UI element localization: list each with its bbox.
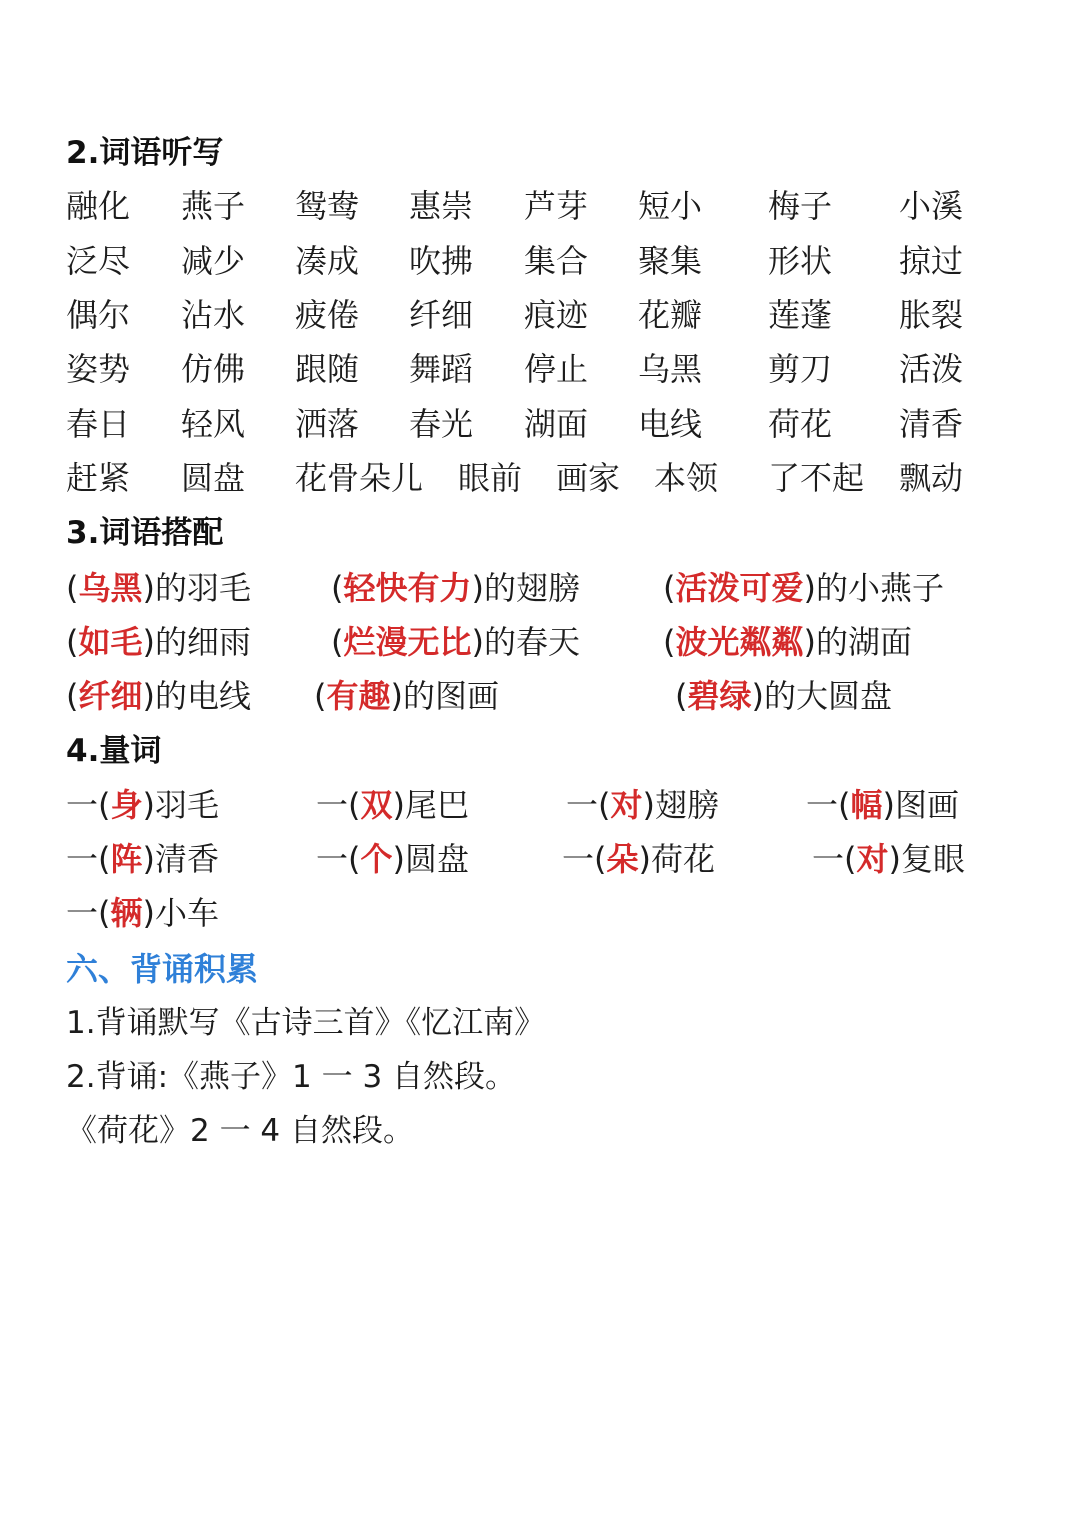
vocab-word: 纤细 xyxy=(409,296,474,334)
measure-suffix: 羽毛 xyxy=(155,786,220,824)
close-paren: ) xyxy=(142,894,155,932)
collocation-suffix: 的湖面 xyxy=(815,623,912,661)
measure-item xyxy=(812,840,966,878)
vocab-word: 形状 xyxy=(768,242,833,280)
open-paren: ( xyxy=(838,786,851,824)
answer-word: 辆 xyxy=(110,894,143,932)
vocab-word: 舞蹈 xyxy=(409,350,474,388)
collocation-suffix: 的春天 xyxy=(483,623,580,661)
close-paren: ) xyxy=(642,786,655,824)
vocab-word: 梅子 xyxy=(768,187,833,225)
vocab-word: 仿佛 xyxy=(181,350,246,388)
vocab-word: 洒落 xyxy=(295,405,360,443)
vocab-word: 轻风 xyxy=(181,405,246,443)
measure-item xyxy=(66,786,220,824)
vocab-word: 赶紧 xyxy=(66,459,131,497)
collocation-suffix: 的大圆盘 xyxy=(763,677,892,715)
open-paren: ( xyxy=(98,894,111,932)
vocab-word: 停止 xyxy=(524,350,589,388)
vocab-word: 沾水 xyxy=(181,296,246,334)
vocab-word: 吹拂 xyxy=(409,242,474,280)
section-4-title: 4.量词 xyxy=(66,733,162,769)
collocation-suffix: 的羽毛 xyxy=(154,569,251,607)
collocation-item xyxy=(663,569,944,607)
close-paren: ) xyxy=(471,569,484,607)
vocab-word: 芦芽 xyxy=(524,187,589,225)
open-paren: ( xyxy=(598,786,611,824)
measure-suffix: 小车 xyxy=(155,894,220,932)
open-paren: ( xyxy=(844,840,857,878)
measure-suffix: 圆盘 xyxy=(405,840,470,878)
measure-prefix: 一 xyxy=(66,894,99,932)
vocab-word: 燕子 xyxy=(181,187,246,225)
measure-item xyxy=(566,786,720,824)
close-paren: ) xyxy=(471,623,484,661)
collocation-suffix: 的电线 xyxy=(154,677,251,715)
close-paren: ) xyxy=(392,840,405,878)
answer-word: 碧绿 xyxy=(687,677,752,715)
collocation-item xyxy=(66,677,251,715)
vocab-word: 莲蓬 xyxy=(768,296,833,334)
measure-prefix: 一 xyxy=(566,786,599,824)
vocab-word: 泛尽 xyxy=(66,242,131,280)
collocation-item xyxy=(663,623,912,661)
answer-word: 朵 xyxy=(606,840,639,878)
answer-word: 纤细 xyxy=(78,677,143,715)
measure-prefix: 一 xyxy=(562,840,595,878)
vocab-word: 荷花 xyxy=(768,405,833,443)
measure-prefix: 一 xyxy=(806,786,839,824)
open-paren: ( xyxy=(66,569,79,607)
vocab-word: 凑成 xyxy=(295,242,360,280)
vocab-word: 花瓣 xyxy=(638,296,703,334)
collocation-suffix: 的小燕子 xyxy=(815,569,944,607)
vocab-word: 春光 xyxy=(409,405,474,443)
close-paren: ) xyxy=(142,569,155,607)
vocab-word: 清香 xyxy=(899,405,964,443)
vocab-word: 眼前 xyxy=(458,459,523,497)
answer-word: 个 xyxy=(360,840,393,878)
answer-word: 阵 xyxy=(110,840,143,878)
vocab-word: 小溪 xyxy=(899,187,964,225)
measure-suffix: 复眼 xyxy=(901,840,966,878)
vocab-word: 疲倦 xyxy=(295,296,360,334)
vocab-word: 姿势 xyxy=(66,350,131,388)
open-paren: ( xyxy=(66,677,79,715)
vocab-word: 春日 xyxy=(66,405,131,443)
measure-prefix: 一 xyxy=(812,840,845,878)
close-paren: ) xyxy=(390,677,403,715)
answer-word: 乌黑 xyxy=(78,569,143,607)
vocab-word: 集合 xyxy=(524,242,589,280)
close-paren: ) xyxy=(882,786,895,824)
vocab-word: 电线 xyxy=(638,405,703,443)
open-paren: ( xyxy=(663,623,676,661)
measure-suffix: 尾巴 xyxy=(405,786,470,824)
measure-item xyxy=(316,840,470,878)
vocab-word: 减少 xyxy=(181,242,246,280)
close-paren: ) xyxy=(888,840,901,878)
answer-word: 对 xyxy=(856,840,889,878)
close-paren: ) xyxy=(638,840,651,878)
answer-word: 幅 xyxy=(850,786,883,824)
section-6-title: 六、背诵积累 xyxy=(66,950,259,988)
vocab-word: 飘动 xyxy=(899,459,964,497)
collocation-item xyxy=(314,677,499,715)
vocab-word: 融化 xyxy=(66,187,131,225)
open-paren: ( xyxy=(675,677,688,715)
close-paren: ) xyxy=(803,569,816,607)
open-paren: ( xyxy=(348,786,361,824)
measure-item xyxy=(316,786,470,824)
measure-item xyxy=(66,894,220,932)
measure-prefix: 一 xyxy=(66,786,99,824)
vocab-word: 痕迹 xyxy=(524,296,589,334)
open-paren: ( xyxy=(98,786,111,824)
vocab-word: 短小 xyxy=(638,187,703,225)
measure-item xyxy=(66,840,220,878)
open-paren: ( xyxy=(314,677,327,715)
collocation-item xyxy=(331,623,580,661)
vocab-word: 花骨朵儿 xyxy=(295,459,424,497)
answer-word: 如毛 xyxy=(78,623,143,661)
open-paren: ( xyxy=(594,840,607,878)
vocab-word: 画家 xyxy=(556,459,621,497)
close-paren: ) xyxy=(751,677,764,715)
open-paren: ( xyxy=(66,623,79,661)
vocab-word: 湖面 xyxy=(524,405,589,443)
measure-suffix: 翅膀 xyxy=(655,786,720,824)
answer-word: 轻快有力 xyxy=(343,569,472,607)
vocab-word: 本领 xyxy=(654,459,719,497)
vocab-word: 胀裂 xyxy=(899,296,964,334)
close-paren: ) xyxy=(142,840,155,878)
collocation-item xyxy=(66,569,251,607)
open-paren: ( xyxy=(663,569,676,607)
measure-suffix: 清香 xyxy=(155,840,220,878)
measure-suffix: 荷花 xyxy=(651,840,716,878)
answer-word: 对 xyxy=(610,786,643,824)
answer-word: 烂漫无比 xyxy=(343,623,472,661)
section-2-title: 2.词语听写 xyxy=(66,135,224,171)
close-paren: ) xyxy=(142,623,155,661)
answer-word: 活泼可爱 xyxy=(675,569,804,607)
vocab-word: 掠过 xyxy=(899,242,964,280)
answer-word: 波光粼粼 xyxy=(675,623,804,661)
vocab-word: 跟随 xyxy=(295,350,360,388)
recite-line-3: 《荷花》2 一 4 自然段。 xyxy=(66,1113,415,1149)
answer-word: 有趣 xyxy=(326,677,391,715)
collocation-item xyxy=(66,623,251,661)
measure-prefix: 一 xyxy=(66,840,99,878)
open-paren: ( xyxy=(98,840,111,878)
vocab-word: 聚集 xyxy=(638,242,703,280)
collocation-item xyxy=(675,677,892,715)
collocation-suffix: 的图画 xyxy=(402,677,499,715)
measure-prefix: 一 xyxy=(316,786,349,824)
collocation-item xyxy=(331,569,580,607)
vocab-word: 鸳鸯 xyxy=(295,187,360,225)
measure-suffix: 图画 xyxy=(895,786,960,824)
close-paren: ) xyxy=(392,786,405,824)
vocab-word: 活泼 xyxy=(899,350,964,388)
collocation-suffix: 的细雨 xyxy=(154,623,251,661)
vocab-word: 圆盘 xyxy=(181,459,246,497)
close-paren: ) xyxy=(142,786,155,824)
measure-item xyxy=(562,840,716,878)
measure-item xyxy=(806,786,960,824)
open-paren: ( xyxy=(348,840,361,878)
recite-line-2: 2.背诵:《燕子》1 一 3 自然段。 xyxy=(66,1059,517,1095)
vocab-word: 乌黑 xyxy=(638,350,703,388)
vocab-word: 偶尔 xyxy=(66,296,131,334)
close-paren: ) xyxy=(803,623,816,661)
answer-word: 双 xyxy=(360,786,393,824)
measure-prefix: 一 xyxy=(316,840,349,878)
answer-word: 身 xyxy=(110,786,143,824)
vocab-word: 了不起 xyxy=(768,459,865,497)
recite-line-1: 1.背诵默写《古诗三首》《忆江南》 xyxy=(66,1005,546,1041)
section-3-title: 3.词语搭配 xyxy=(66,515,224,551)
open-paren: ( xyxy=(331,623,344,661)
vocab-word: 剪刀 xyxy=(768,350,833,388)
vocab-word: 惠崇 xyxy=(409,187,474,225)
collocation-suffix: 的翅膀 xyxy=(483,569,580,607)
open-paren: ( xyxy=(331,569,344,607)
close-paren: ) xyxy=(142,677,155,715)
